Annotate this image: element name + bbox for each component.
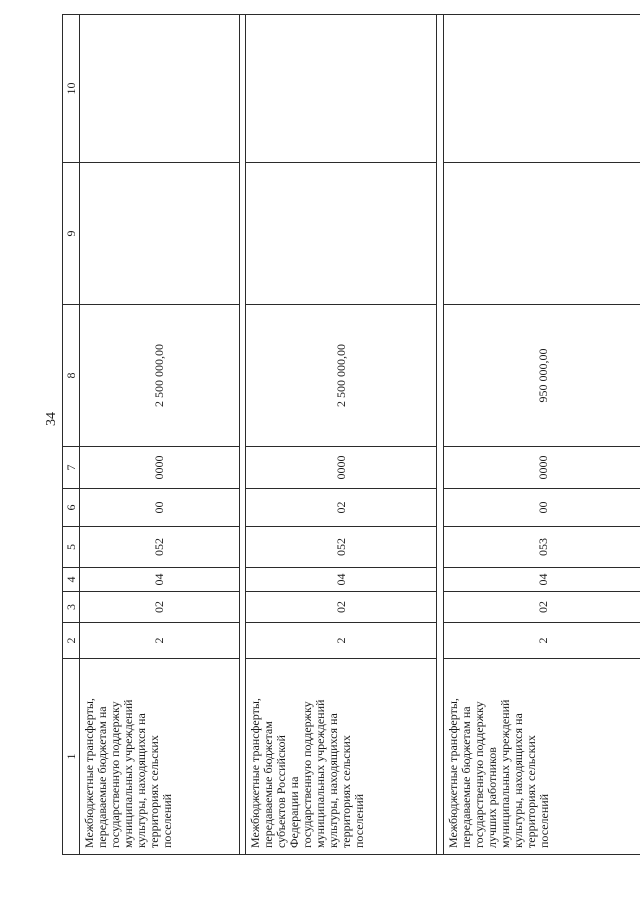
cell-amount: 2 500 000,00	[80, 305, 240, 447]
cell-col-6: 00	[443, 489, 640, 527]
cell-col-3: 02	[443, 592, 640, 623]
separator-cell	[437, 15, 444, 855]
row-description: Межбюджетные трансферты, передаваемые бюджетам субъектов Российской Федерации на государственную поддержку муниципальных учреждений культуры, находящихся на территориях сельских поселений	[246, 659, 437, 855]
table-row	[246, 15, 437, 855]
row-separator	[239, 15, 246, 855]
cell-col-5: 052	[80, 527, 240, 568]
row-separator	[437, 15, 444, 855]
separator-cell	[239, 15, 246, 855]
cell-col-10	[246, 15, 437, 163]
cell-col-10	[443, 15, 640, 163]
column-header-10: 10	[63, 15, 80, 163]
header-row	[63, 15, 80, 855]
budget-table	[62, 14, 640, 855]
cell-col-9	[246, 163, 437, 305]
table-row	[80, 15, 240, 855]
column-header-1: 1	[63, 659, 80, 855]
cell-col-9	[80, 163, 240, 305]
row-description: Межбюджетные трансферты, передаваемые бюджетам на государственную поддержку лучших работников муниципальных учреждений культуры, находящихся на территориях сельских поселений	[443, 659, 640, 855]
cell-col-5: 053	[443, 527, 640, 568]
cell-col-6: 00	[80, 489, 240, 527]
cell-col-2: 2	[443, 623, 640, 659]
column-header-7: 7	[63, 447, 80, 489]
page-number: 34	[44, 412, 59, 426]
cell-col-2: 2	[80, 623, 240, 659]
table-row	[443, 15, 640, 855]
cell-col-6: 02	[246, 489, 437, 527]
column-header-2: 2	[63, 623, 80, 659]
cell-col-10	[80, 15, 240, 163]
column-header-6: 6	[63, 489, 80, 527]
column-header-9: 9	[63, 163, 80, 305]
column-header-8: 8	[63, 305, 80, 447]
cell-col-3: 02	[80, 592, 240, 623]
rotated-table-container	[62, 15, 640, 855]
cell-col-5: 052	[246, 527, 437, 568]
cell-col-3: 02	[246, 592, 437, 623]
row-description: Межбюджетные трансферты, передаваемые бюджетам на государственную поддержку муниципальных учреждений культуры, находящихся на территориях сельских поселений	[80, 659, 240, 855]
cell-col-4: 04	[246, 568, 437, 592]
column-header-4: 4	[63, 568, 80, 592]
cell-col-4: 04	[443, 568, 640, 592]
cell-col-7: 0000	[80, 447, 240, 489]
cell-col-9	[443, 163, 640, 305]
cell-amount: 950 000,00	[443, 305, 640, 447]
cell-amount: 2 500 000,00	[246, 305, 437, 447]
column-header-5: 5	[63, 527, 80, 568]
cell-col-2: 2	[246, 623, 437, 659]
column-header-3: 3	[63, 592, 80, 623]
cell-col-7: 0000	[443, 447, 640, 489]
cell-col-7: 0000	[246, 447, 437, 489]
cell-col-4: 04	[80, 568, 240, 592]
